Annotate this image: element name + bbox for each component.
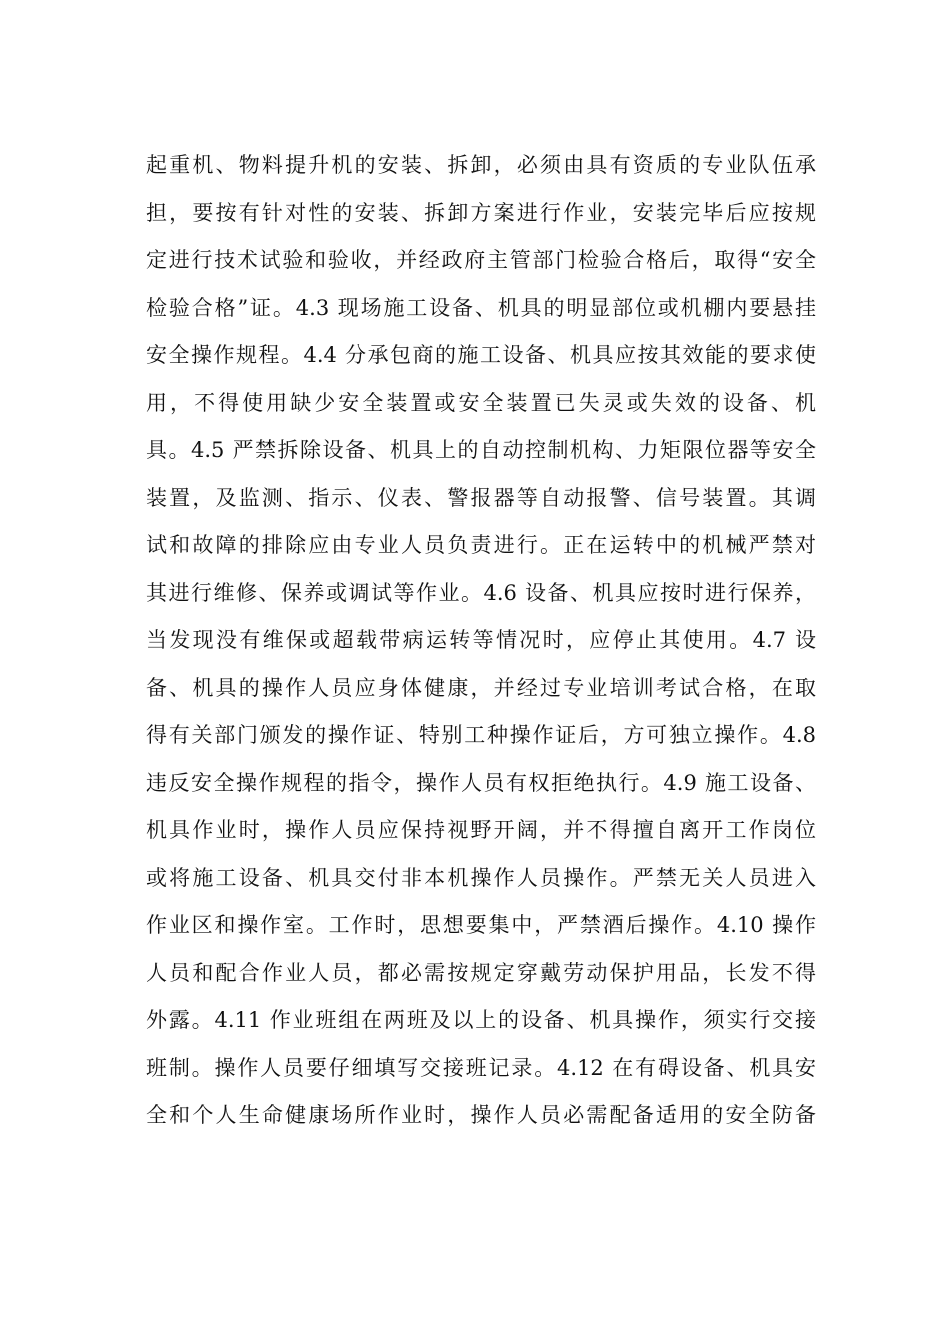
text-line-8: 装置，及监测、指示、仪表、警报器等自动报警、信号装置。其调: [146, 485, 816, 510]
text-line-18: 人员和配合作业人员，都必需按规定穿戴劳动保护用品，长发不得: [146, 960, 816, 985]
text-line-4: 检验合格”证。4.3 现场施工设备、机具的明显部位或机棚内要悬挂: [146, 295, 816, 320]
text-line-16: 或将施工设备、机具交付非本机操作人员操作。严禁无关人员进入: [146, 865, 816, 890]
text-line-14: 违反安全操作规程的指令，操作人员有权拒绝执行。4.9 施工设备、: [146, 770, 816, 795]
text-line-13: 得有关部门颁发的操作证、特别工种操作证后，方可独立操作。4.8: [146, 723, 816, 747]
text-line-1: 起重机、物料提升机的安装、拆卸，必须由具有资质的专业队伍承: [146, 153, 816, 177]
body-text: [146, 142, 816, 1140]
text-line-3: 定进行技术试验和验收，并经政府主管部门检验合格后，取得“安全: [146, 248, 816, 272]
text-line-19: 外露。4.11 作业班组在两班及以上的设备、机具操作，须实行交接: [146, 1008, 816, 1032]
text-line-21: 全和个人生命健康场所作业时，操作人员必需配备适用的安全防备: [146, 1103, 816, 1127]
text-line-11: 当发现没有维保或超载带病运转等情况时，应停止其使用。4.7 设: [146, 628, 816, 652]
text-line-2: 担，要按有针对性的安装、拆卸方案进行作业，安装完毕后应按规: [146, 200, 816, 225]
text-line-6: 用，不得使用缺少安全装置或安全装置已失灵或失效的设备、机: [146, 390, 816, 415]
text-line-9: 试和故障的排除应由专业人员负责进行。正在运转中的机械严禁对: [146, 533, 816, 557]
text-line-7: 具。4.5 严禁拆除设备、机具上的自动控制机构、力矩限位器等安全: [146, 438, 816, 462]
text-line-17: 作业区和操作室。工作时，思想要集中，严禁酒后操作。4.10 操作: [146, 913, 816, 937]
text-line-20: 班制。操作人员要仔细填写交接班记录。4.12 在有碍设备、机具安: [146, 1055, 816, 1080]
text-line-5: 安全操作规程。4.4 分承包商的施工设备、机具应按其效能的要求使: [146, 343, 816, 367]
text-line-15: 机具作业时，操作人员应保持视野开阔，并不得擅自离开工作岗位: [146, 818, 816, 842]
text-line-10: 其进行维修、保养或调试等作业。4.6 设备、机具应按时进行保养，: [146, 580, 816, 605]
text-line-12: 备、机具的操作人员应身体健康，并经过专业培训考试合格，在取: [146, 675, 816, 700]
